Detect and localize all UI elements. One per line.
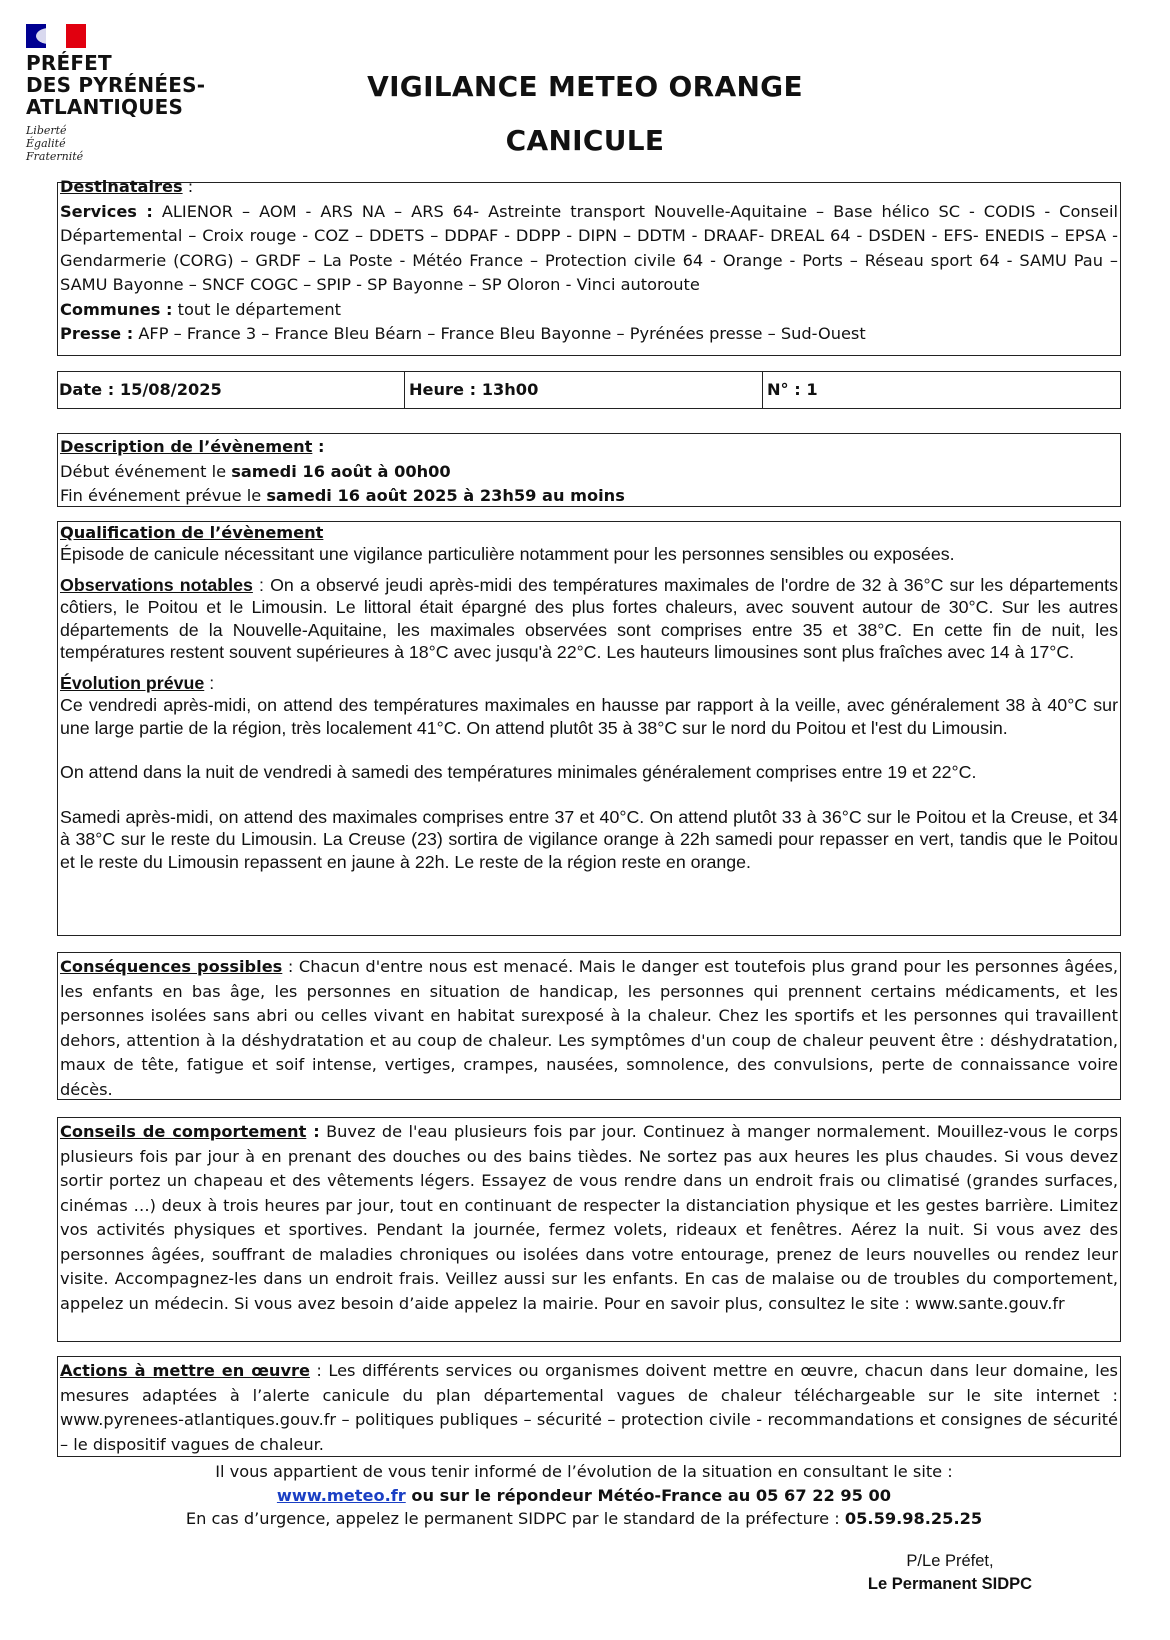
consequences-text: : Chacun d'entre nous est menacé. Mais le danger est toutefois plus grand pour les personnes âgées, les enfants en bas âge, les personnes en situation de handicap, les personnes qui prennent certains médicaments, et les personnes isolées sans abri ou celles vivant en habitat surexposé à la chaleur. Chez les sportifs et les personnes qui travaillent dehors, attention à la déshydratation et au coup de chaleur. Les symptômes d'un coup de chaleur peuvent être : déshydratation, maux de tête, fatigue et soif intense, vertiges, crampes, nausées, somnolence, des convulsions, perte de connaissance voire décès.: [60, 957, 1118, 1099]
services-paragraph: [60, 200, 1118, 298]
consequences-heading: Conséquences possibles: [60, 957, 283, 976]
evolution-heading-label: Évolution prévue: [60, 672, 205, 693]
observations-text: : On a observé jeudi après-midi des températures maximales de l'ordre de 32 à 36°C sur les départements côtiers, le Poitou et le Limousin. Le littoral était épargné des plus fortes chaleurs, avec souvent autour de 30°C. Sur les autres départements de la Nouvelle-Aquitaine, les maximales observées sont comprises entre 35 et 38°C. En cette fin de nuit, les températures restent souvent supérieures à 18°C avec jusqu'à 22°C. Les hauteurs limousines sont plus fraîches avec 14 à 17°C.: [60, 574, 1118, 662]
event-end-value: samedi 16 août 2025 à 23h59 au moins: [266, 486, 625, 505]
advice-heading: Conseils de comportement: [60, 1122, 307, 1141]
event-description-box: [57, 433, 1121, 507]
event-start-value: samedi 16 août à 00h00: [231, 461, 451, 481]
bulletin-info-row: [57, 371, 1121, 409]
event-end-prefix: Fin événement prévue le: [60, 486, 267, 505]
description-heading: [60, 435, 1118, 460]
evolution-paragraph-1: Ce vendredi après-midi, on attend des températures maximales en hausse par rapport à la veille, avec généralement 38 à 40°C sur une large partie de la région, très localement 41°C. On attend plutôt 35 à 38°C sur le nord du Poitou et l'est du Limousin.: [60, 695, 1118, 738]
motto-line: Égalité: [26, 137, 66, 150]
presse-label: Presse :: [60, 324, 134, 343]
evolution-heading-suffix: :: [204, 672, 215, 693]
document-subtitle: CANICULE: [505, 124, 665, 157]
consequences-box: [57, 952, 1121, 1100]
french-flag-icon: [26, 24, 86, 48]
motto-line: Liberté: [26, 124, 67, 137]
services-label: Services :: [60, 201, 153, 221]
bulletin-date: Date : 15/08/2025: [58, 372, 405, 408]
prefecture-logo: [26, 24, 226, 163]
advice-paragraph: [60, 1120, 1118, 1316]
signature-block: [800, 1550, 1100, 1596]
communes-label: Communes :: [60, 299, 173, 319]
meteo-phone-text: ou sur le répondeur Météo-France au 05 67 22 95 00: [405, 1485, 892, 1505]
event-qualification-box: [57, 521, 1121, 936]
observations-heading: Observations notables: [60, 574, 253, 595]
prefecture-name-line: ATLANTIQUES: [26, 95, 184, 119]
republic-motto: [26, 124, 226, 163]
qualification-text: Épisode de canicule nécessitant une vigilance particulière notamment pour les personnes sensibles ou exposées.: [60, 544, 955, 564]
actions-text: : Les différents services ou organismes doivent mettre en œuvre, chacun dans leur domaine, les mesures adaptées à l’alerte canicule du plan départemental vagues de chaleur téléchargeable sur le site internet : www.pyrenees-atlantiques.gouv.fr – politiques publiques – sécurité – protection civile - recommandations et consignes de sécurité – le dispositif vagues de chaleur.: [60, 1361, 1118, 1454]
qualification-heading: [60, 522, 1118, 543]
bulletin-number: N° : 1: [767, 380, 818, 399]
actions-box: [57, 1356, 1121, 1457]
description-heading-suffix: :: [312, 437, 325, 456]
recipients-heading-label: Destinataires: [60, 177, 183, 196]
evolution-paragraph-2: On attend dans la nuit de vendredi à samedi des températures minimales généralement comprises entre 19 et 22°C.: [60, 762, 977, 782]
document-title: VIGILANCE METEO ORANGE: [367, 70, 803, 103]
advice-box: [57, 1117, 1121, 1342]
advice-text: Buvez de l'eau plusieurs fois par jour. Continuez à manger normalement. Mouillez-vous le corps plusieurs fois par jour à en prenant des douches ou des bains tièdes. Ne sortez pas aux heures les plus chaudes. Si vous devez sortir portez un chapeau et des vêtements légers. Essayez de vous rendre dans un endroit frais ou climatisé (grandes surfaces, cinémas …) deux à trois heures par jour, tout en continuant de respecter la distanciation physique et les gestes barrière. Limitez vos activités physiques et sportives. Pendant la journée, fermez volets, rideaux et fenêtres. Aérez la nuit. Si vous avez des personnes âgées, souffrant de maladies chroniques ou isolées dans votre entourage, prenez de leurs nouvelles ou rendez leur visite. Accompagnez-les dans un endroit frais. Veillez aussi sur les enfants. En cas de malaise ou de troubles du comportement, appelez un médecin. Si vous avez besoin d’aide appelez la mairie. Pour en savoir plus, consultez le site : www.sante.gouv.fr: [60, 1122, 1119, 1313]
footer-line-1: Il vous appartient de vous tenir informé de l’évolution de la situation en consultant le site :: [215, 1462, 953, 1481]
presse-paragraph: [60, 322, 1118, 347]
meteo-link[interactable]: www.meteo.fr: [276, 1485, 406, 1505]
event-start: [60, 460, 1118, 485]
communes-text: tout le département: [172, 299, 341, 319]
actions-paragraph: [60, 1359, 1118, 1457]
recipients-heading: [60, 175, 1118, 200]
recipients-heading-suffix: :: [182, 177, 194, 196]
services-text: ALIENOR – AOM - ARS NA – ARS 64- Astreinte transport Nouvelle-Aquitaine – Base hélico SC - CODIS - Conseil Départemental – Croix rouge - COZ – DDETS – DDPAF - DDPP - DIPN – DDTM - DRAAF- DREAL 64 - DSDEN - EFS- ENEDIS – EPSA - Gendarmerie (CORG) – GRDF – La Poste - Météo France – Protection civile 64 - Orange - Ports – Réseau sport 64 - SAMU Pau – SAMU Bayonne – SNCF COGC – SPIP - SP Bayonne – SP Oloron - Vinci autoroute: [60, 201, 1119, 294]
observations-paragraph: [60, 574, 1118, 664]
recipients-box: [57, 177, 1121, 356]
evolution-heading: [60, 672, 1118, 695]
motto-line: Fraternité: [26, 150, 84, 163]
event-start-prefix: Début événement le: [60, 461, 232, 481]
presse-text: AFP – France 3 – France Bleu Béarn – France Bleu Bayonne – Pyrénées presse – Sud-Ouest: [133, 324, 866, 343]
footer-line-3: [60, 1507, 1108, 1531]
evolution-paragraph-3: Samedi après-midi, on attend des maximales comprises entre 37 et 40°C. On attend plutôt 33 à 36°C sur le Poitou et la Creuse, et 34 à 38°C sur le reste du Limousin. La Creuse (23) sortira de vigilance orange à 22h samedi pour repasser en vert, tandis que le Poitou et le reste du Limousin repassent en jaune à 22h. Le reste de la région reste en orange.: [60, 806, 1118, 872]
description-heading-label: Description de l’évènement: [60, 437, 313, 456]
prefecture-name: [26, 52, 226, 118]
bulletin-time: Heure : 13h00: [405, 372, 763, 408]
emergency-phone: 05.59.98.25.25: [844, 1509, 983, 1528]
advice-heading-suffix: :: [306, 1122, 320, 1141]
qualification-heading-label: Qualification de l’évènement: [60, 523, 324, 542]
consequences-paragraph: [60, 955, 1118, 1102]
footer-line-2: [60, 1484, 1108, 1508]
footer-notice: [60, 1460, 1108, 1531]
emergency-text: En cas d’urgence, appelez le permanent SIDPC par le standard de la préfecture :: [185, 1509, 845, 1528]
signature-line-2: Le Permanent SIDPC: [867, 1575, 1033, 1593]
communes-paragraph: [60, 298, 1118, 323]
signature-line-1: P/Le Préfet,: [906, 1552, 994, 1570]
actions-heading: Actions à mettre en œuvre: [60, 1361, 310, 1380]
prefecture-name-line: DES PYRÉNÉES-: [26, 73, 206, 97]
prefecture-name-line: PRÉFET: [26, 51, 112, 75]
event-end: [60, 484, 1118, 509]
